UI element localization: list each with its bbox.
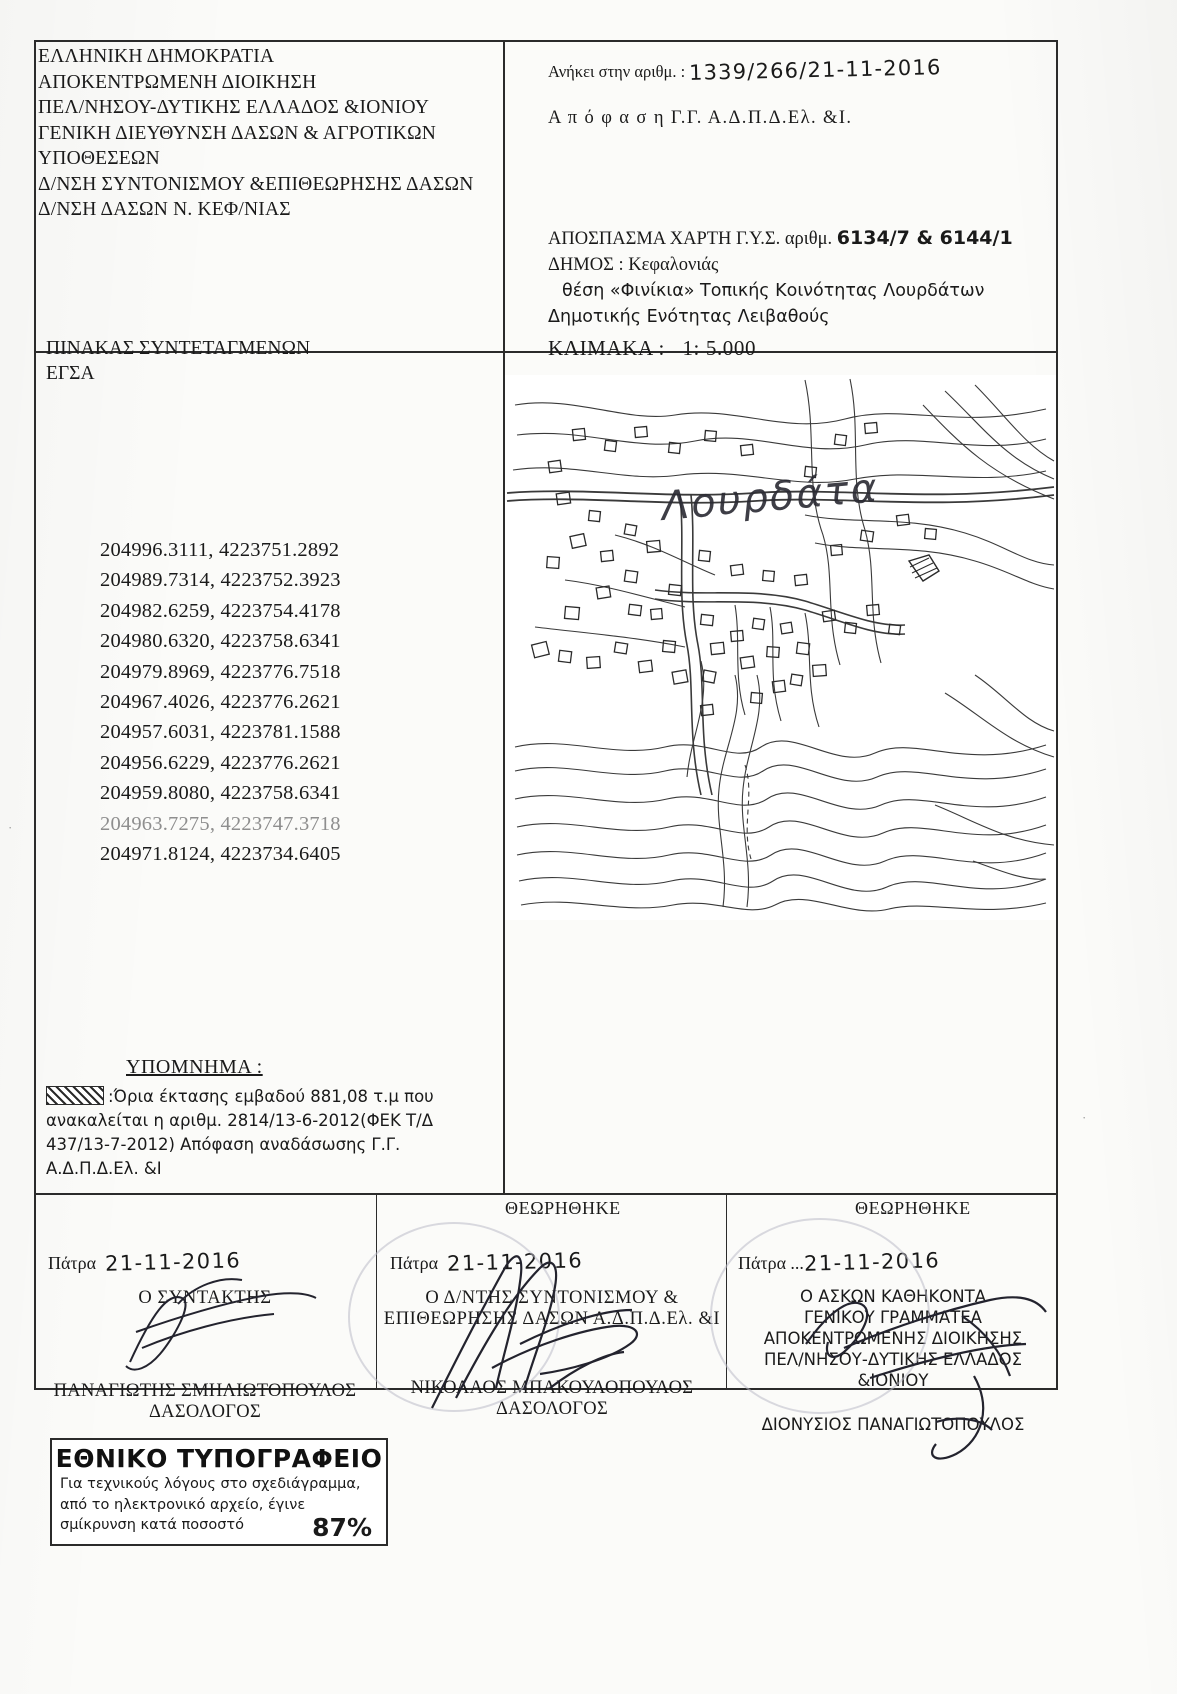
- signature-title-1: ΔΑΣΟΛΟΓΟΣ: [148, 1402, 262, 1422]
- coordinate-row: 204957.6031, 4223781.1588: [100, 721, 341, 744]
- coordinate-table-title-line1: ΠΙΝΑΚΑΣ ΣΥΝΤΕΤΑΓΜΕΝΩΝ: [46, 338, 311, 359]
- national-printing-office-note: [50, 1438, 388, 1546]
- scale-value: 1: 5.000: [682, 336, 757, 360]
- signature-role-2-line1: Ο Δ/ΝΤΗΣ ΣΥΝΤΟΝΙΣΜΟΥ &: [425, 1288, 679, 1308]
- authority-line-7: Δ/ΝΣΗ ΔΑΣΩΝ Ν. ΚΕΦ/ΝΙΑΣ: [38, 199, 291, 220]
- edge-mark-left: ·: [8, 820, 13, 835]
- legend-line-3: 437/13-7-2012) Απόφαση αναδάσωσης Γ.Γ.: [46, 1135, 401, 1154]
- map-excerpt: [505, 375, 1056, 920]
- coordinate-row: 204989.7314, 4223752.3923: [100, 569, 341, 592]
- legend-line-1: :Όρια έκτασης εμβαδού 881,08 τ.μ που: [108, 1087, 434, 1106]
- signature-title-2: ΔΑΣΟΛΟΓΟΣ: [495, 1399, 609, 1419]
- municipality-label: ΔΗΜΟΣ :: [548, 255, 624, 275]
- coordinate-table-title: [46, 336, 310, 386]
- reference-number-label: Ανήκει στην αριθμ. :: [548, 62, 686, 81]
- signature-role-1: Ο ΣΥΝΤΑΚΤΗΣ: [138, 1288, 272, 1308]
- coordinate-row: 204963.7275, 4223747.3718: [100, 812, 341, 835]
- official-stamp-right: [710, 1218, 930, 1414]
- signature-date-1: 21-11-2016: [104, 1248, 241, 1276]
- footer-percent: 87%: [312, 1513, 372, 1542]
- coordinate-list: [100, 535, 440, 869]
- reviewed-label-right: ΘΕΩΡΗΘΗΚΕ: [855, 1198, 971, 1218]
- map-excerpt-numbers: 6134/7 & 6144/1: [836, 227, 1013, 249]
- coordinate-row: 204996.3111, 4223751.2892: [100, 539, 340, 561]
- authority-line-2: ΑΠΟΚΕΝΤΡΩΜΕΝΗ ΔΙΟΙΚΗΣΗ: [38, 71, 317, 93]
- signature-place-1: Πάτρα: [48, 1253, 97, 1273]
- reviewed-label-middle: ΘΕΩΡΗΘΗΚΕ: [505, 1198, 621, 1218]
- vertical-divider-lower: [503, 1140, 505, 1193]
- footer-title: ΕΘΝΙΚΟ ΤΥΠΟΓΡΑΦΕΙΟ: [55, 1444, 383, 1473]
- authority-line-3: ΠΕΛ/ΝΗΣΟΥ-ΔΥΤΙΚΗΣ ΕΛΛΑΔΟΣ &ΙΟΝΙΟΥ: [38, 97, 430, 118]
- signature-date-2: 21-11-2016: [446, 1248, 583, 1276]
- signature-name-1: ΠΑΝΑΓΙΩΤΗΣ ΣΜΗΛΙΩΤΟΠΟΥΛΟΣ: [53, 1381, 357, 1401]
- coordinate-row: 204979.8969, 4223776.7518: [100, 660, 341, 683]
- decision-line: Α π ό φ α σ η Γ.Γ. Α.Δ.Π.Δ.Ελ. &Ι.: [548, 108, 853, 128]
- municipal-unit-line: Δημοτικής Ενότητας Λειβαθούς: [548, 307, 830, 327]
- location-line: θέση «Φινίκια» Τοπικής Κοινότητας Λουρδάτων: [562, 281, 985, 301]
- coordinate-row: 204980.6320, 4223758.6341: [100, 630, 341, 653]
- official-stamp-middle: [348, 1222, 560, 1412]
- authority-line-4: ΓΕΝΙΚΗ ΔΙΕΥΘΥΝΣΗ ΔΑΣΩΝ & ΑΓΡΟΤΙΚΩΝ: [38, 122, 437, 144]
- horizontal-divider-signatures: [34, 1193, 1058, 1195]
- signature-date-3: 21-11-2016: [803, 1248, 941, 1276]
- signature-block-author: [40, 1250, 370, 1423]
- legend-block: [46, 1055, 486, 1181]
- issuing-authority-block: [38, 44, 478, 223]
- reference-number-value: 1339/266/21-11-2016: [689, 55, 943, 85]
- coordinate-row: 204971.8124, 4223734.6405: [100, 843, 341, 866]
- map-excerpt-label: ΑΠΟΣΠΑΣΜΑ ΧΑΡΤΗ Γ.Υ.Σ. αριθμ.: [548, 229, 833, 249]
- signature-role-3-line3: ΑΠΟΚΕΝΤΡΩΜΕΝΗΣ ΔΙΟΙΚΗΣΗΣ: [763, 1329, 1023, 1348]
- coordinate-row: 204967.4026, 4223776.2621: [100, 691, 341, 714]
- signature-name-3: ΔΙΟΝΥΣΙΟΣ ΠΑΝΑΓΙΩΤΟΠΟΥΛΟΣ: [761, 1415, 1025, 1434]
- coordinate-row: 204982.6259, 4223754.4178: [100, 599, 341, 622]
- municipality-value: Κεφαλονιάς: [628, 255, 719, 275]
- footer-line-2: από το ηλεκτρονικό αρχείο, έγινε: [60, 1496, 306, 1513]
- signature-place-2: Πάτρα: [390, 1253, 439, 1273]
- signature-role-2-line2: ΕΠΙΘΕΩΡΗΣΗΣ ΔΑΣΩΝ Α.Δ.Π.Δ.Ελ. &Ι: [383, 1309, 721, 1329]
- coordinate-table-title-line2: ΕΓΣΑ: [46, 363, 95, 384]
- map-info-block: [548, 225, 1013, 330]
- reference-number-row: [548, 55, 943, 85]
- edge-mark-right: ·: [1082, 1110, 1087, 1125]
- authority-line-5: ΥΠΟΘΕΣΕΩΝ: [38, 148, 160, 169]
- footer-line-1: Για τεχνικούς λόγους στο σχεδιάγραμμα,: [60, 1476, 361, 1492]
- scale-row: [548, 336, 756, 361]
- legend-line-2: ανακαλείται η αριθμ. 2814/13-6-2012(ΦΕΚ Τ/Δ: [46, 1111, 433, 1130]
- signature-role-3-line2: ΓΕΝΙΚΟΥ ΓΡΑΜΜΑΤΕΑ: [804, 1308, 982, 1327]
- signature-block-secretary: Πάτρα ...21-11-2016 Ο ΑΣΚΩΝ ΚΑΘΗΚΟΝΤΑ ΓΕΝΙΚΟΥ ΓΡΑΜΜΑΤΕΑ ΑΠΟΚΕΝΤΡΩΜΕΝΗΣ ΔΙΟΙΚΗΣΗΣ ΠΕΛ/ΝΗΣΟΥ-ΔΥΤΙΚΗΣ ΕΛΛΑΔΟΣ &ΙΟΝΙΟΥ ΔΙΟΝΥΣΙΟΣ ΠΑΝΑΓΙΩΤΟΠΟΥΛΟΣ: [730, 1250, 1056, 1434]
- scale-label: ΚΛΙΜΑΚΑ :: [548, 336, 665, 360]
- coordinate-row: 204956.6229, 4223776.2621: [100, 751, 341, 774]
- legend-title: ΥΠΟΜΝΗΜΑ :: [126, 1056, 263, 1078]
- footer-line-3: σμίκρυνση κατά ποσοστό: [60, 1517, 245, 1533]
- signature-name-2: ΝΙΚΟΛΑΟΣ ΜΠΑΚΟΥΛΟΠΟΥΛΟΣ: [410, 1378, 694, 1398]
- map-place-label: Λουρδάτα: [659, 465, 881, 530]
- signature-place-3: Πάτρα: [738, 1253, 787, 1273]
- signature-role-3-line5: &ΙΟΝΙΟΥ: [857, 1371, 929, 1390]
- legend-line-4: Α.Δ.Π.Δ.Ελ. &Ι: [46, 1159, 162, 1178]
- authority-line-6: Δ/ΝΣΗ ΣΥΝΤΟΝΙΣΜΟΥ &ΕΠΙΘΕΩΡΗΣΗΣ ΔΑΣΩΝ: [38, 173, 474, 195]
- signature-role-3-line4: ΠΕΛ/ΝΗΣΟΥ-ΔΥΤΙΚΗΣ ΕΛΛΑΔΟΣ: [763, 1350, 1023, 1369]
- coordinate-row: 204959.8080, 4223758.6341: [100, 782, 341, 805]
- authority-line-1: ΕΛΛΗΝΙΚΗ ΔΗΜΟΚΡΑΤΙΑ: [38, 46, 275, 67]
- signature-role-3-line1: Ο ΑΣΚΩΝ ΚΑΘΗΚΟΝΤΑ: [800, 1287, 986, 1306]
- legend-hatch-swatch: [46, 1086, 104, 1105]
